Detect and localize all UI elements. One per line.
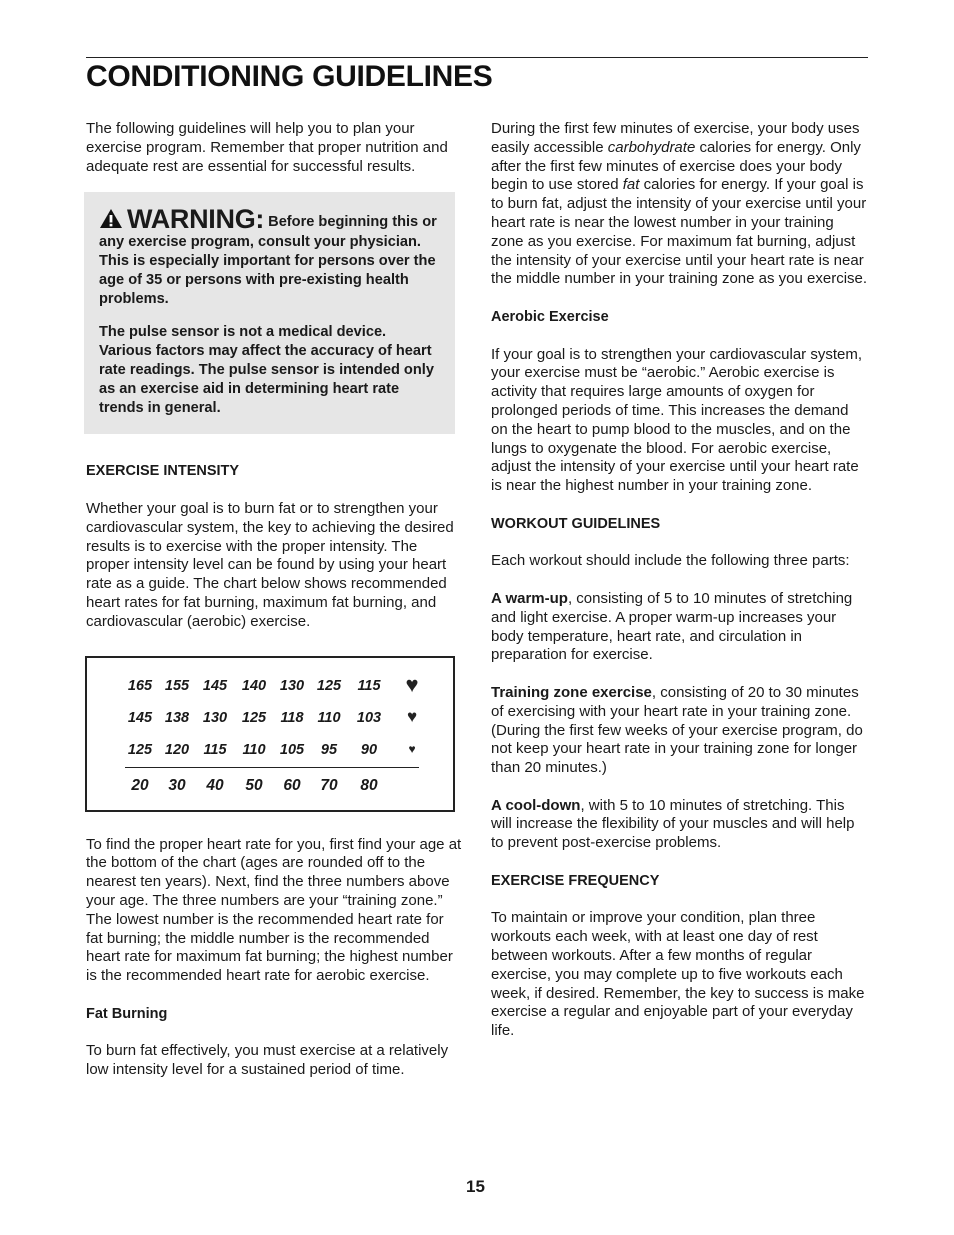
heart-rate-value: 110 bbox=[242, 741, 266, 758]
age-label: 30 bbox=[168, 776, 186, 794]
exercise-frequency-body: To maintain or improve your condition, plan three workouts each week, with at least one day of rest between workouts. After a few months of regular exercise, you may complete up to five workouts each week, if desired. Remember, the key to success is make exercise a regular and enjoyable part of your everyday life. bbox=[491, 909, 865, 1040]
workout-guidelines-heading: WORKOUT GUIDELINES bbox=[491, 515, 661, 532]
warning-paragraph-1 bbox=[99, 206, 439, 309]
carbohydrate-term: carbohydrate bbox=[607, 138, 696, 156]
warm-up-paragraph bbox=[491, 590, 869, 665]
age-label: 40 bbox=[206, 776, 224, 794]
warning-paragraph-2: The pulse sensor is not a medical device. Various factors may affect the accuracy of heart rate readings. The pulse sensor is intended only as an exercise aid in determining heart rate trends in general. bbox=[99, 324, 434, 417]
heart-rate-value: 138 bbox=[164, 709, 190, 726]
workout-intro: Each workout should include the following three parts: bbox=[491, 552, 850, 570]
fat-term: fat bbox=[622, 176, 640, 194]
heart-rate-value: 115 bbox=[203, 741, 227, 758]
heart-rate-value: 105 bbox=[279, 741, 305, 758]
training-zone-text: , consisting of 20 to 30 minutes of exercising with your heart rate in your training zone. (During the first few weeks of your exercise program, do not keep your heart rate in your training zone for longer than 20 minutes.) bbox=[491, 683, 863, 777]
heart-rate-value: 125 bbox=[241, 709, 267, 726]
warning-text-1: Before beginning this or any exercise program, consult your physician. This is especially important for persons over the age of 35 or persons with pre-existing health problems. bbox=[99, 214, 437, 308]
exercise-intensity-heading: EXERCISE INTENSITY bbox=[86, 463, 240, 480]
heart-rate-value: 165 bbox=[127, 677, 153, 694]
heart-rate-value: 120 bbox=[164, 741, 190, 758]
cool-down-paragraph bbox=[491, 797, 869, 853]
small-heart-icon: ♥ bbox=[408, 741, 416, 756]
warning-label: WARNING: bbox=[127, 204, 265, 235]
carb-text-b: calories for energy. Only after the first few minutes of exercise does your body begin to use stored bbox=[491, 138, 861, 194]
age-label: 20 bbox=[131, 776, 149, 794]
large-heart-icon: ♥ bbox=[405, 671, 419, 697]
page-number: 15 bbox=[466, 1177, 485, 1196]
heart-rate-value: 110 bbox=[317, 709, 341, 726]
age-label: 80 bbox=[360, 776, 378, 794]
heart-rate-value: 130 bbox=[279, 677, 305, 694]
age-label: 70 bbox=[320, 776, 338, 794]
carb-text-a: During the first few minutes of exercise, your body uses easily accessible bbox=[491, 120, 860, 156]
heart-rate-value: 145 bbox=[127, 709, 153, 726]
carb-text-c: calories for energy. If your goal is to burn fat, adjust the intensity of your exercise until your heart rate is near the lowest number in your training zone as you exercise. For maximum fat burning, adjust the intensity of your exercise until your heart rate is near the middle number in your training zone as you exercise. bbox=[491, 176, 868, 288]
fat-burning-body: To burn fat effectively, you must exercise at a relatively low intensity level for a sustained period of time. bbox=[86, 1042, 449, 1079]
carbohydrate-paragraph bbox=[491, 120, 869, 289]
training-zone-label: Training zone exercise bbox=[491, 683, 652, 701]
fat-burning-heading: Fat Burning bbox=[86, 1005, 168, 1022]
exercise-frequency-heading: EXERCISE FREQUENCY bbox=[491, 872, 660, 889]
age-label: 50 bbox=[245, 776, 263, 794]
warm-up-text: , consisting of 5 to 10 minutes of stretching and light exercise. A proper warm-up increases your body temperature, heart rate, and circulation in preparation for exercise. bbox=[491, 589, 853, 664]
warm-up-label: A warm-up bbox=[491, 589, 568, 607]
age-label: 60 bbox=[283, 776, 301, 794]
medium-heart-icon: ♥ bbox=[406, 707, 418, 727]
heart-rate-value: 90 bbox=[360, 741, 378, 758]
heart-rate-value: 125 bbox=[127, 741, 153, 758]
heart-rate-value: 103 bbox=[356, 709, 382, 726]
heart-rate-value: 145 bbox=[202, 677, 228, 694]
left-column bbox=[86, 120, 464, 1080]
chart-divider bbox=[125, 767, 419, 768]
warning-triangle-icon bbox=[99, 208, 123, 229]
heart-rate-value: 95 bbox=[320, 741, 338, 758]
heart-rate-value: 130 bbox=[202, 709, 228, 726]
exercise-intensity-body: Whether your goal is to burn fat or to strengthen your cardiovascular system, the key to achieving the desired results is to exercise with the proper intensity. The proper intensity level can be found by using your heart rate as a guide. The chart below shows recommended heart rates for fat burning, maximum fat burning, and cardiovascular (aerobic) exercise. bbox=[86, 499, 454, 630]
find-heart-rate-paragraph: To find the proper heart rate for you, first find your age at the bottom of the chart (ages are rounded off to the nearest ten years). Next, find the three numbers above your age. The three numbers are your “training zone.” The lowest number is the recommended heart rate for fat burning; the middle number is the recommended heart rate for maximum fat burning; the highest number is the recommended heart rate for aerobic exercise. bbox=[86, 835, 462, 985]
cool-down-text: , with 5 to 10 minutes of stretching. This will increase the flexibility of your muscles and will help to prevent post-exercise problems. bbox=[491, 796, 855, 852]
heart-rate-value: 125 bbox=[316, 677, 342, 694]
training-zone-paragraph bbox=[491, 684, 869, 778]
heart-rate-value: 115 bbox=[357, 677, 381, 694]
warning-box bbox=[84, 192, 455, 434]
heart-rate-value: 155 bbox=[164, 677, 190, 694]
right-column bbox=[491, 120, 869, 1041]
page-title: CONDITIONING GUIDELINES bbox=[86, 60, 493, 93]
heart-rate-value: 140 bbox=[241, 677, 267, 694]
cool-down-label: A cool-down bbox=[491, 796, 581, 814]
top-rule bbox=[86, 57, 868, 58]
aerobic-exercise-body: If your goal is to strengthen your cardiovascular system, your exercise must be “aerobic.” Aerobic exercise is activity that requires large amounts of oxygen for prolonged periods of time. This increases the demand on the heart to pump blood to the muscles, and on the lungs to oxygenate the blood. For aerobic exercise, adjust the intensity of your exercise until your heart rate is near the highest number in your training zone. bbox=[491, 345, 863, 495]
heart-rate-value: 118 bbox=[280, 709, 304, 726]
aerobic-exercise-heading: Aerobic Exercise bbox=[491, 308, 609, 325]
intro-paragraph: The following guidelines will help you to plan your exercise program. Remember that proper nutrition and adequate rest are essential for successful results. bbox=[86, 120, 448, 175]
heart-rate-chart bbox=[85, 656, 455, 812]
